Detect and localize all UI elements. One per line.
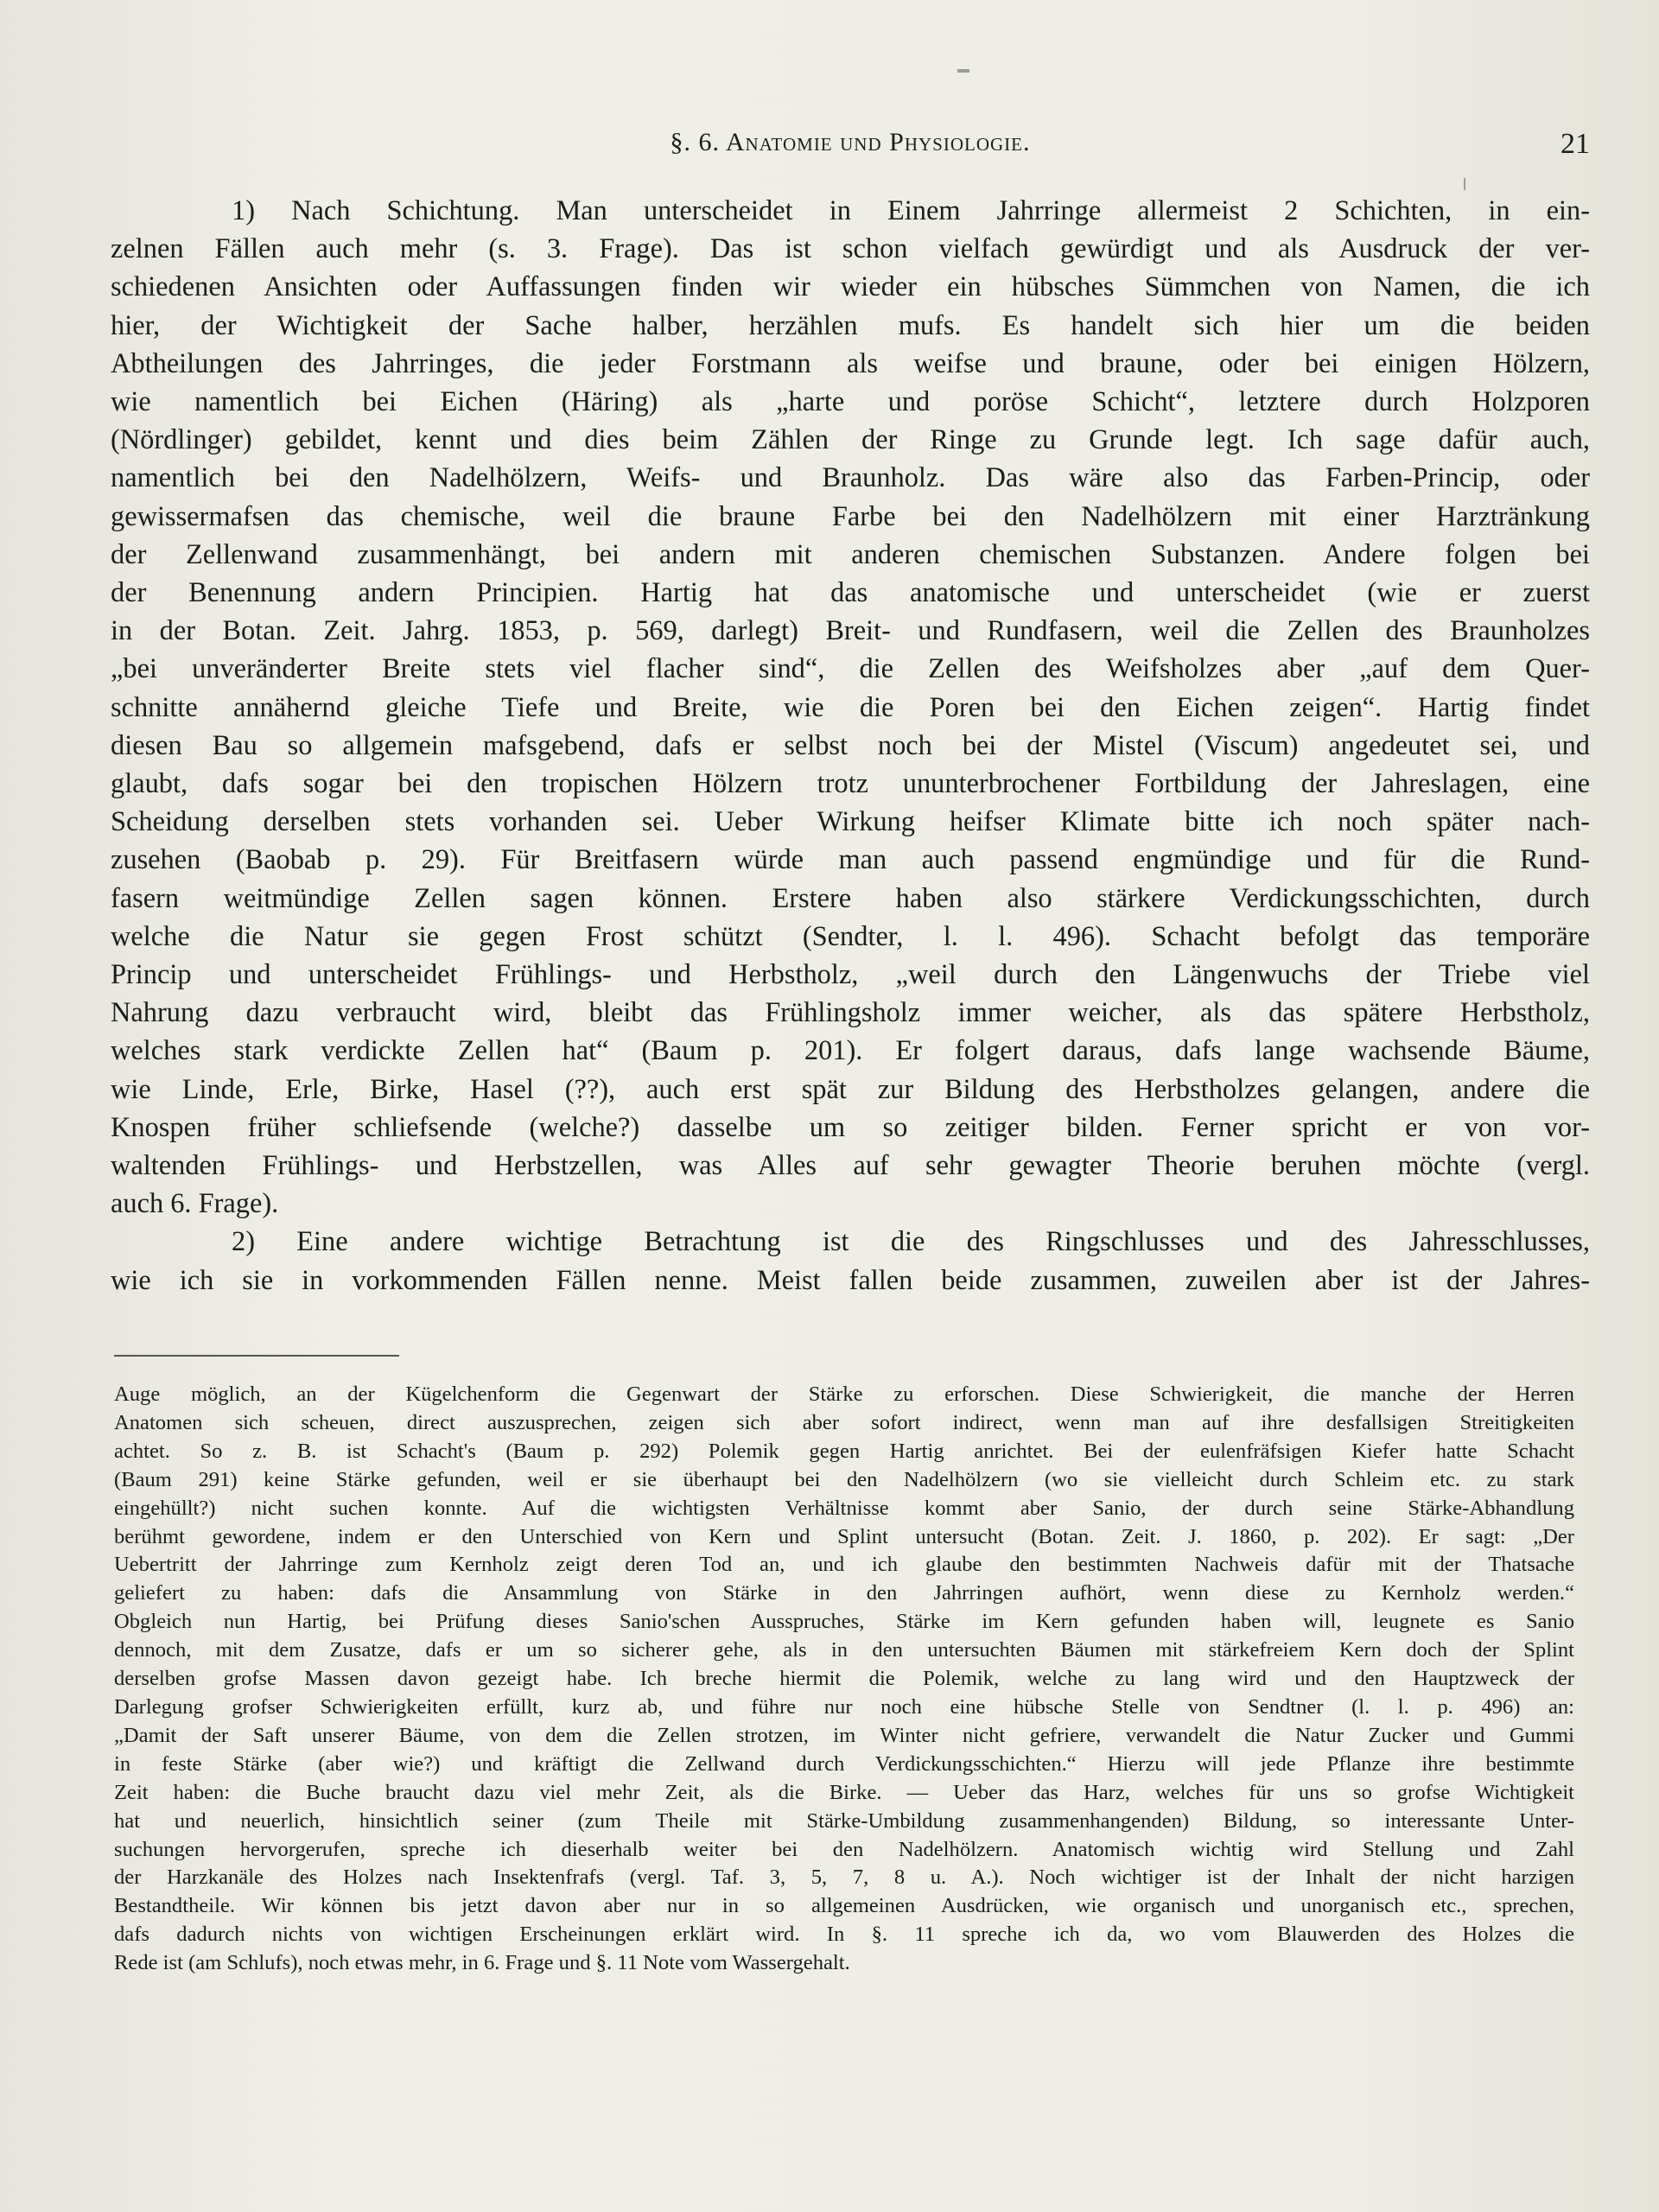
- text-line: fasern weitmündige Zellen sagen können. Erstere haben also stärkere Verdickungsschichten, durch: [111, 882, 1590, 914]
- text-line: waltenden Frühlings- und Herbstzellen, was Alles auf sehr gewagter Theorie beruhen möchte (vergl.: [111, 1150, 1590, 1182]
- footnote-line: „Damit der Saft unserer Bäume, von dem die Zellen strotzen, im Winter nicht gefriere, verwandelt die Natur Zucker und Gummi: [114, 1723, 1574, 1747]
- footnote-line: Zeit haben: die Buche braucht dazu viel mehr Zeit, als die Birke. — Ueber das Harz, welches für uns so grofse Wichtigkeit: [114, 1780, 1574, 1804]
- margin-mark: [1464, 178, 1465, 190]
- page-number: 21: [1560, 128, 1590, 160]
- text-line: der Benennung andern Principien. Hartig hat das anatomische und unterscheidet (wie er zuerst: [111, 577, 1590, 609]
- text-line: 1) Nach Schichtung. Man unterscheidet in Einem Jahrringe allermeist 2 Schichten, in ein-: [232, 195, 1590, 226]
- text-line: Abtheilungen des Jahrringes, die jeder Forstmann als weifse und braune, oder bei einigen Hölzern,: [111, 347, 1590, 379]
- footnote-line: (Baum 291) keine Stärke gefunden, weil er sie überhaupt bei den Nadelhölzern (wo sie vielleicht durch Schleim etc. zu stark: [114, 1467, 1574, 1491]
- text-line: zusehen (Baobab p. 29). Für Breitfasern würde man auch passend engmündige und für die Rund-: [111, 844, 1590, 876]
- text-line: hier, der Wichtigkeit der Sache halber, herzählen mufs. Es handelt sich hier um die beiden: [111, 309, 1590, 341]
- text-line: wie namentlich bei Eichen (Häring) als „harte und poröse Schicht“, letztere durch Holzporen: [111, 386, 1590, 418]
- text-line: Scheidung derselben stets vorhanden sei. Ueber Wirkung heifser Klimate bitte ich noch später nach-: [111, 806, 1590, 838]
- text-line: schnitte annähernd gleiche Tiefe und Breite, wie die Poren bei den Eichen zeigen“. Hartig findet: [111, 691, 1590, 723]
- text-line: zelnen Fällen auch mehr (s. 3. Frage). Das ist schon vielfach gewürdigt und als Ausdruck der ver-: [111, 233, 1590, 265]
- text-line: Princip und unterscheidet Frühlings- und Herbstholz, „weil durch den Längenwuchs der Triebe viel: [111, 959, 1590, 991]
- footnote-line: suchungen hervorgerufen, spreche ich dieserhalb weiter bei den Nadelhölzern. Anatomisch wichtig wird Stellung und Zahl: [114, 1837, 1574, 1861]
- text-line: wie ich sie in vorkommenden Fällen nenne. Meist fallen beide zusammen, zuweilen aber ist der Jahres-: [111, 1264, 1590, 1296]
- footnote-line: geliefert zu haben: dafs die Ansammlung von Stärke in den Jahrringen aufhört, wenn diese zu Kernholz werden.“: [114, 1581, 1574, 1605]
- footnote-line: Bestandtheile. Wir können bis jetzt davon aber nur in so allgemeinen Ausdrücken, wie organisch und unorganisch etc., sprechen,: [114, 1894, 1574, 1918]
- footnote-line: derselben grofse Massen davon gezeigt habe. Ich breche hiermit die Polemik, welche zu lang wird und den Hauptzweck der: [114, 1667, 1574, 1691]
- text-line: glaubt, dafs sogar bei den tropischen Hölzern trotz ununterbrochener Fortbildung der Jahreslagen, eine: [111, 768, 1590, 800]
- text-line: „bei unveränderter Breite stets viel flacher sind“, die Zellen des Weifsholzes aber „auf dem Quer-: [111, 653, 1590, 685]
- footnote-line: Uebertritt der Jahrringe zum Kernholz zeigt deren Tod an, und ich glaube den bestimmten Nachweis dafür mit der Thatsache: [114, 1553, 1574, 1577]
- text-line: in der Botan. Zeit. Jahrg. 1853, p. 569, darlegt) Breit- und Rundfasern, weil die Zellen des Braunholzes: [111, 615, 1590, 647]
- footnote-line: eingehüllt?) nicht suchen konnte. Auf die wichtigsten Verhältnisse kommt aber Sanio, der durch seine Stärke-Abhandlung: [114, 1496, 1574, 1520]
- footnote-line: Rede ist (am Schlufs), noch etwas mehr, in 6. Frage und §. 11 Note vom Wassergehalt.: [114, 1951, 850, 1975]
- text-line: welches stark verdickte Zellen hat“ (Baum p. 201). Er folgert daraus, dafs lange wachsende Bäume,: [111, 1035, 1590, 1067]
- footnote-line: in feste Stärke (aber wie?) und kräftigt die Zellwand durch Verdickungsschichten.“ Hierzu will jede Pflanze ihre bestimmte: [114, 1751, 1574, 1776]
- footnote-line: berühmt gewordene, indem er den Unterschied von Kern und Splint untersucht (Botan. Zeit. J. 1860, p. 202). Er sagt: „Der: [114, 1524, 1574, 1548]
- footnote-line: Auge möglich, an der Kügelchenform die Gegenwart der Stärke zu erforschen. Diese Schwierigkeit, die manche der Herren: [114, 1382, 1574, 1406]
- text-line: namentlich bei den Nadelhölzern, Weifs- und Braunholz. Das wäre also das Farben-Princip, oder: [111, 462, 1590, 494]
- footnote-line: dafs dadurch nichts von wichtigen Erscheinungen erklärt wird. In §. 11 spreche ich da, wo vom Blauwerden des Holzes die: [114, 1923, 1574, 1947]
- footnote-line: Anatomen sich scheuen, direct auszusprechen, zeigen sich aber sofort indirect, wenn man auf ihre desfallsigen Streitigkeiten: [114, 1410, 1574, 1434]
- text-line: der Zellenwand zusammenhängt, bei andern mit anderen chemischen Substanzen. Andere folgen bei: [111, 538, 1590, 570]
- footnote-line: der Harzkanäle des Holzes nach Insektenfrafs (vergl. Taf. 3, 5, 7, 8 u. A.). Noch wichtiger ist der Inhalt der nicht harzigen: [114, 1866, 1574, 1890]
- text-line: Nahrung dazu verbraucht wird, bleibt das Frühlingsholz immer weicher, als das spätere Herbstholz,: [111, 997, 1590, 1029]
- footnote-line: Obgleich nun Hartig, bei Prüfung dieses Sanio'schen Ausspruches, Stärke im Kern gefunden haben will, leugnete es Sanio: [114, 1610, 1574, 1634]
- page-header: [111, 128, 1590, 171]
- footnote-line: achtet. So z. B. ist Schacht's (Baum p. 292) Polemik gegen Hartig anrichtet. Bei der eulenfräfsigen Kiefer hatte Schacht: [114, 1439, 1574, 1463]
- text-line: welche die Natur sie gegen Frost schützt (Sendter, l. l. 496). Schacht befolgt das temporäre: [111, 920, 1590, 952]
- text-line: diesen Bau so allgemein mafsgebend, dafs er selbst noch bei der Mistel (Viscum) angedeutet sei, und: [111, 729, 1590, 761]
- text-line: 2) Eine andere wichtige Betrachtung ist die des Ringschlusses und des Jahresschlusses,: [232, 1226, 1590, 1258]
- text-line: gewissermafsen das chemische, weil die braune Farbe bei den Nadelhölzern mit einer Harztränkung: [111, 500, 1590, 532]
- text-line: auch 6. Frage).: [111, 1188, 279, 1220]
- margin-mark: [957, 69, 969, 73]
- footnote-line: dennoch, mit dem Zusatze, dafs er um so sicherer gehe, als in den untersuchten Bäumen mit stärkefreiem Kern doch der Splint: [114, 1638, 1574, 1662]
- main-text: [111, 192, 1590, 1300]
- text-line: schiedenen Ansichten oder Auffassungen finden wir wieder ein hübsches Sümmchen von Namen, die ich: [111, 271, 1590, 303]
- text-line: (Nördlinger) gebildet, kennt und dies beim Zählen der Ringe zu Grunde legt. Ich sage dafür auch,: [111, 424, 1590, 456]
- running-head: §. 6. Anatomie und Physiologie.: [670, 128, 1031, 156]
- footnote-line: Darlegung grofser Schwierigkeiten erfüllt, kurz ab, und führe nur noch eine hübsche Stelle von Sendtner (l. l. p. 496) an:: [114, 1694, 1574, 1719]
- text-line: Knospen früher schliefsende (welche?) dasselbe um so zeitiger bilden. Ferner spricht er von vor-: [111, 1111, 1590, 1143]
- footnote: [114, 1381, 1574, 1978]
- text-line: wie Linde, Erle, Birke, Hasel (??), auch erst spät zur Bildung des Herbstholzes gelangen, andere die: [111, 1073, 1590, 1105]
- footnote-separator: [114, 1355, 399, 1357]
- footnote-line: hat und neuerlich, hinsichtlich seiner (zum Theile mit Stärke-Umbildung zusammenhangenden) Bildung, so interessante Unter-: [114, 1808, 1574, 1833]
